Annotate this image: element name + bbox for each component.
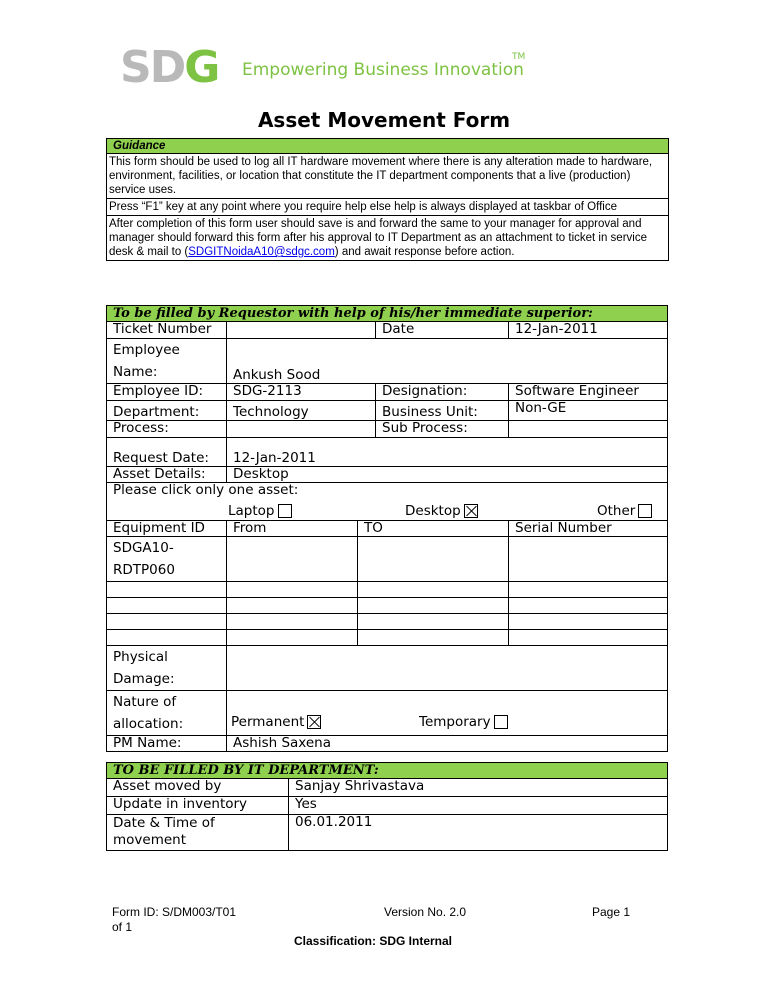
asset-choice-instruction: Please click only one asset:: [113, 482, 299, 498]
employee-id-value[interactable]: SDG-2113: [227, 384, 376, 401]
requestor-header: To be filled by Requestor with help of his/her immediate superior:: [107, 306, 668, 322]
employee-name-value[interactable]: Ankush Sood: [227, 339, 668, 384]
temporary-option[interactable]: Temporary: [419, 715, 508, 730]
other-option[interactable]: Other: [597, 504, 652, 519]
physical-damage-value[interactable]: [227, 646, 668, 691]
pm-name-label: PM Name:: [107, 736, 227, 752]
request-date-label: Request Date:: [107, 438, 227, 467]
physical-damage-label: Physical Damage:: [107, 646, 227, 691]
nature-of-allocation-label: Nature of allocation:: [107, 691, 227, 736]
permanent-checkbox[interactable]: [307, 715, 321, 729]
asset-moved-by-value[interactable]: Sanjay Shrivastava: [289, 779, 668, 797]
table-row[interactable]: [107, 614, 227, 630]
department-value[interactable]: Technology: [227, 401, 376, 421]
employee-name-label: Employee Name:: [107, 339, 227, 384]
footer-page-of: of 1: [112, 920, 133, 934]
update-inventory-label: Update in inventory: [107, 797, 289, 815]
laptop-checkbox[interactable]: [278, 504, 292, 518]
asset-moved-by-label: Asset moved by: [107, 779, 289, 797]
department-label: Department:: [107, 401, 227, 421]
table-row[interactable]: [107, 598, 227, 614]
guidance-para-3: After completion of this form user should save is and forward the same to your manager for approval and manager should forward this form after his approval to IT Department as an attachment to ticket in service desk & mail to (SDGITNoidaA10@sdgc.com) and await response before action.: [109, 218, 647, 258]
footer-form-id: Form ID: S/DM003/T01: [112, 905, 237, 919]
footer-classification: Classification: SDG Internal: [293, 934, 453, 948]
it-department-table: [106, 762, 668, 851]
allocation-choice-cell: [227, 691, 668, 736]
sub-process-value[interactable]: [509, 421, 668, 438]
asset-details-value[interactable]: Desktop: [227, 467, 668, 483]
equipment-serial-cell[interactable]: [509, 537, 668, 582]
sub-process-label: Sub Process:: [376, 421, 509, 438]
equipment-header-serial: Serial Number: [509, 521, 668, 537]
process-label: Process:: [107, 421, 227, 438]
equipment-id-cell[interactable]: SDGA10- RDTP060: [107, 537, 227, 582]
guidance-box: [106, 138, 669, 261]
pm-name-value[interactable]: Ashish Saxena: [227, 736, 668, 752]
temporary-checkbox[interactable]: [494, 715, 508, 729]
business-unit-value[interactable]: Non-GE: [509, 401, 668, 421]
logo-tagline: Empowering Business Innovation: [242, 60, 524, 80]
business-unit-label: Business Unit:: [376, 401, 509, 421]
equipment-header-id: Equipment ID: [107, 521, 227, 537]
asset-choice-cell: [107, 483, 668, 521]
ticket-value[interactable]: [227, 322, 376, 339]
desktop-option[interactable]: Desktop: [405, 504, 478, 519]
designation-label: Designation:: [376, 384, 509, 401]
table-row[interactable]: [107, 582, 227, 598]
designation-value[interactable]: Software Engineer: [509, 384, 668, 401]
laptop-option[interactable]: Laptop: [228, 504, 292, 519]
footer-page: Page 1: [592, 905, 631, 919]
equipment-to-cell[interactable]: [358, 537, 509, 582]
equipment-header-to: TO: [358, 521, 509, 537]
desktop-checkbox[interactable]: [464, 504, 478, 518]
guidance-header: Guidance: [107, 139, 668, 154]
process-value[interactable]: [227, 421, 376, 438]
date-label: Date: [376, 322, 509, 339]
company-logo: [120, 42, 540, 93]
it-department-header: TO BE FILLED BY IT DEPARTMENT:: [107, 763, 668, 779]
request-date-value[interactable]: 12-Jan-2011: [227, 438, 668, 467]
requestor-table: [106, 305, 668, 752]
movement-datetime-value[interactable]: 06.01.2011: [289, 815, 668, 851]
movement-datetime-label: Date & Time of movement: [107, 815, 289, 851]
logo-mark: SDG: [120, 42, 219, 93]
employee-id-label: Employee ID:: [107, 384, 227, 401]
date-value[interactable]: 12-Jan-2011: [509, 322, 668, 339]
support-email-link[interactable]: SDGITNoidaA10@sdgc.com: [188, 246, 335, 258]
trademark-mark: TM: [512, 52, 526, 62]
permanent-option[interactable]: Permanent: [231, 715, 321, 730]
other-checkbox[interactable]: [638, 504, 652, 518]
ticket-label: Ticket Number: [107, 322, 227, 339]
footer-version: Version No. 2.0: [384, 905, 467, 919]
equipment-header-from: From: [227, 521, 358, 537]
guidance-para-1: This form should be used to log all IT hardware movement where there is any alteration made to hardware, environment, facilities, or location that constitute the IT department components that a live (production) service uses.: [107, 154, 668, 199]
equipment-from-cell[interactable]: [227, 537, 358, 582]
asset-details-label: Asset Details:: [107, 467, 227, 483]
guidance-para-2: Press “F1” key at any point where you require help else help is always displayed at taskbar of Office: [107, 199, 668, 216]
form-title: Asset Movement Form: [257, 108, 511, 132]
update-inventory-value[interactable]: Yes: [289, 797, 668, 815]
table-row[interactable]: [107, 630, 227, 646]
